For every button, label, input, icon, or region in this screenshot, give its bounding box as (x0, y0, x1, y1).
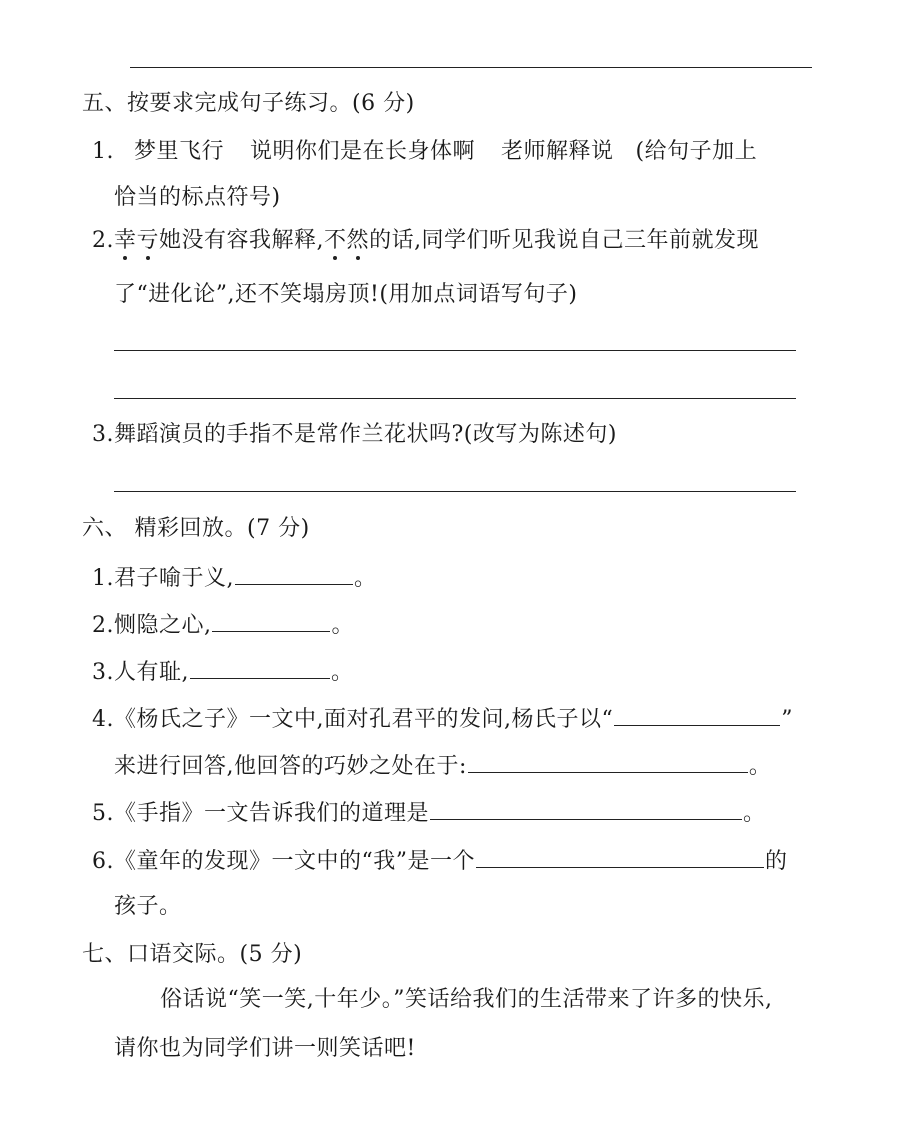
fill-blank[interactable] (468, 750, 748, 773)
fill-blank[interactable] (430, 797, 742, 820)
fill-blank[interactable] (614, 703, 780, 726)
answer-line[interactable] (114, 398, 796, 399)
dotted-char: 然 (346, 228, 370, 253)
dotted-char: 幸 (114, 228, 137, 253)
s6-question-4 (92, 703, 793, 735)
s6-q4-text2: 来进行回答,他回答的巧妙之处在于: (114, 754, 467, 779)
s6-q4-end: 。 (748, 754, 772, 779)
s6-q1-end: 。 (353, 566, 377, 591)
s5-q1-part2: 说明你们是在长身体啊 (250, 139, 476, 164)
s5-q2-mid: 她没有容我解释, (159, 228, 325, 253)
top-answer-line (130, 67, 812, 68)
s6-q3-end: 。 (330, 660, 354, 685)
dotted-char: 亏 (136, 228, 160, 253)
fill-blank[interactable] (476, 845, 764, 868)
dotted-char: 不 (324, 228, 347, 253)
s6-question-2 (92, 609, 354, 641)
s5-q1-number: 1. (92, 139, 114, 164)
section-5-title: 五、按要求完成句子练习。(6 分) (82, 91, 415, 116)
fill-blank[interactable] (212, 609, 330, 632)
s6-q6-end: 的 (765, 849, 788, 874)
s6-question-1 (92, 562, 377, 594)
s5-q2-number: 2. (92, 228, 114, 253)
s5-question-1 (92, 137, 757, 167)
s6-q4-line2 (114, 750, 771, 782)
section-6-title: 六、 精彩回放。(7 分) (82, 516, 310, 541)
s5-q1-instruction: (给句子加上 (635, 139, 758, 164)
s5-q1-line2: 恰当的标点符号) (114, 185, 281, 210)
s6-question-3 (92, 656, 354, 688)
s6-q6-text: 6.《童年的发现》一文中的“我”是一个 (92, 849, 475, 874)
s6-q5-end: 。 (743, 801, 766, 826)
s6-q6-line2: 孩子。 (114, 894, 182, 919)
s6-q4-quote-end: ” (781, 707, 793, 732)
s6-q2-end: 。 (331, 613, 354, 638)
s5-q2-rest: 的话,同学们听见我说自己三年前就发现 (369, 228, 760, 253)
s6-q5-text: 5.《手指》一文告诉我们的道理是 (92, 801, 429, 826)
s6-question-6 (92, 845, 788, 877)
s5-question-3: 3.舞蹈演员的手指不是常作兰花状吗?(改写为陈述句) (92, 422, 617, 447)
s7-paragraph-line1: 俗话说“笑一笑,十年少。”笑话给我们的生活带来了许多的快乐, (160, 987, 773, 1012)
s6-question-5 (92, 797, 766, 829)
answer-line[interactable] (114, 491, 796, 492)
fill-blank[interactable] (235, 562, 353, 585)
s6-q2-text: 2.恻隐之心, (92, 613, 212, 638)
fill-blank[interactable] (190, 656, 330, 679)
answer-line[interactable] (114, 350, 796, 351)
s5-question-2 (92, 226, 759, 256)
s5-q2-line2: 了“进化论”,还不笑塌房顶!(用加点词语写句子) (114, 282, 578, 307)
s6-q3-text: 3.人有耻, (92, 660, 189, 685)
s6-q4-text: 4.《杨氏之子》一文中,面对孔君平的发问,杨氏子以“ (92, 707, 614, 732)
section-7-title: 七、口语交际。(5 分) (82, 942, 303, 967)
s7-paragraph-line2: 请你也为同学们讲一则笑话吧! (114, 1036, 416, 1061)
s6-q1-text: 1.君子喻于义, (92, 566, 234, 591)
s5-q1-part3: 老师解释说 (501, 139, 614, 164)
s5-q1-part1: 梦里飞行 (134, 139, 225, 164)
